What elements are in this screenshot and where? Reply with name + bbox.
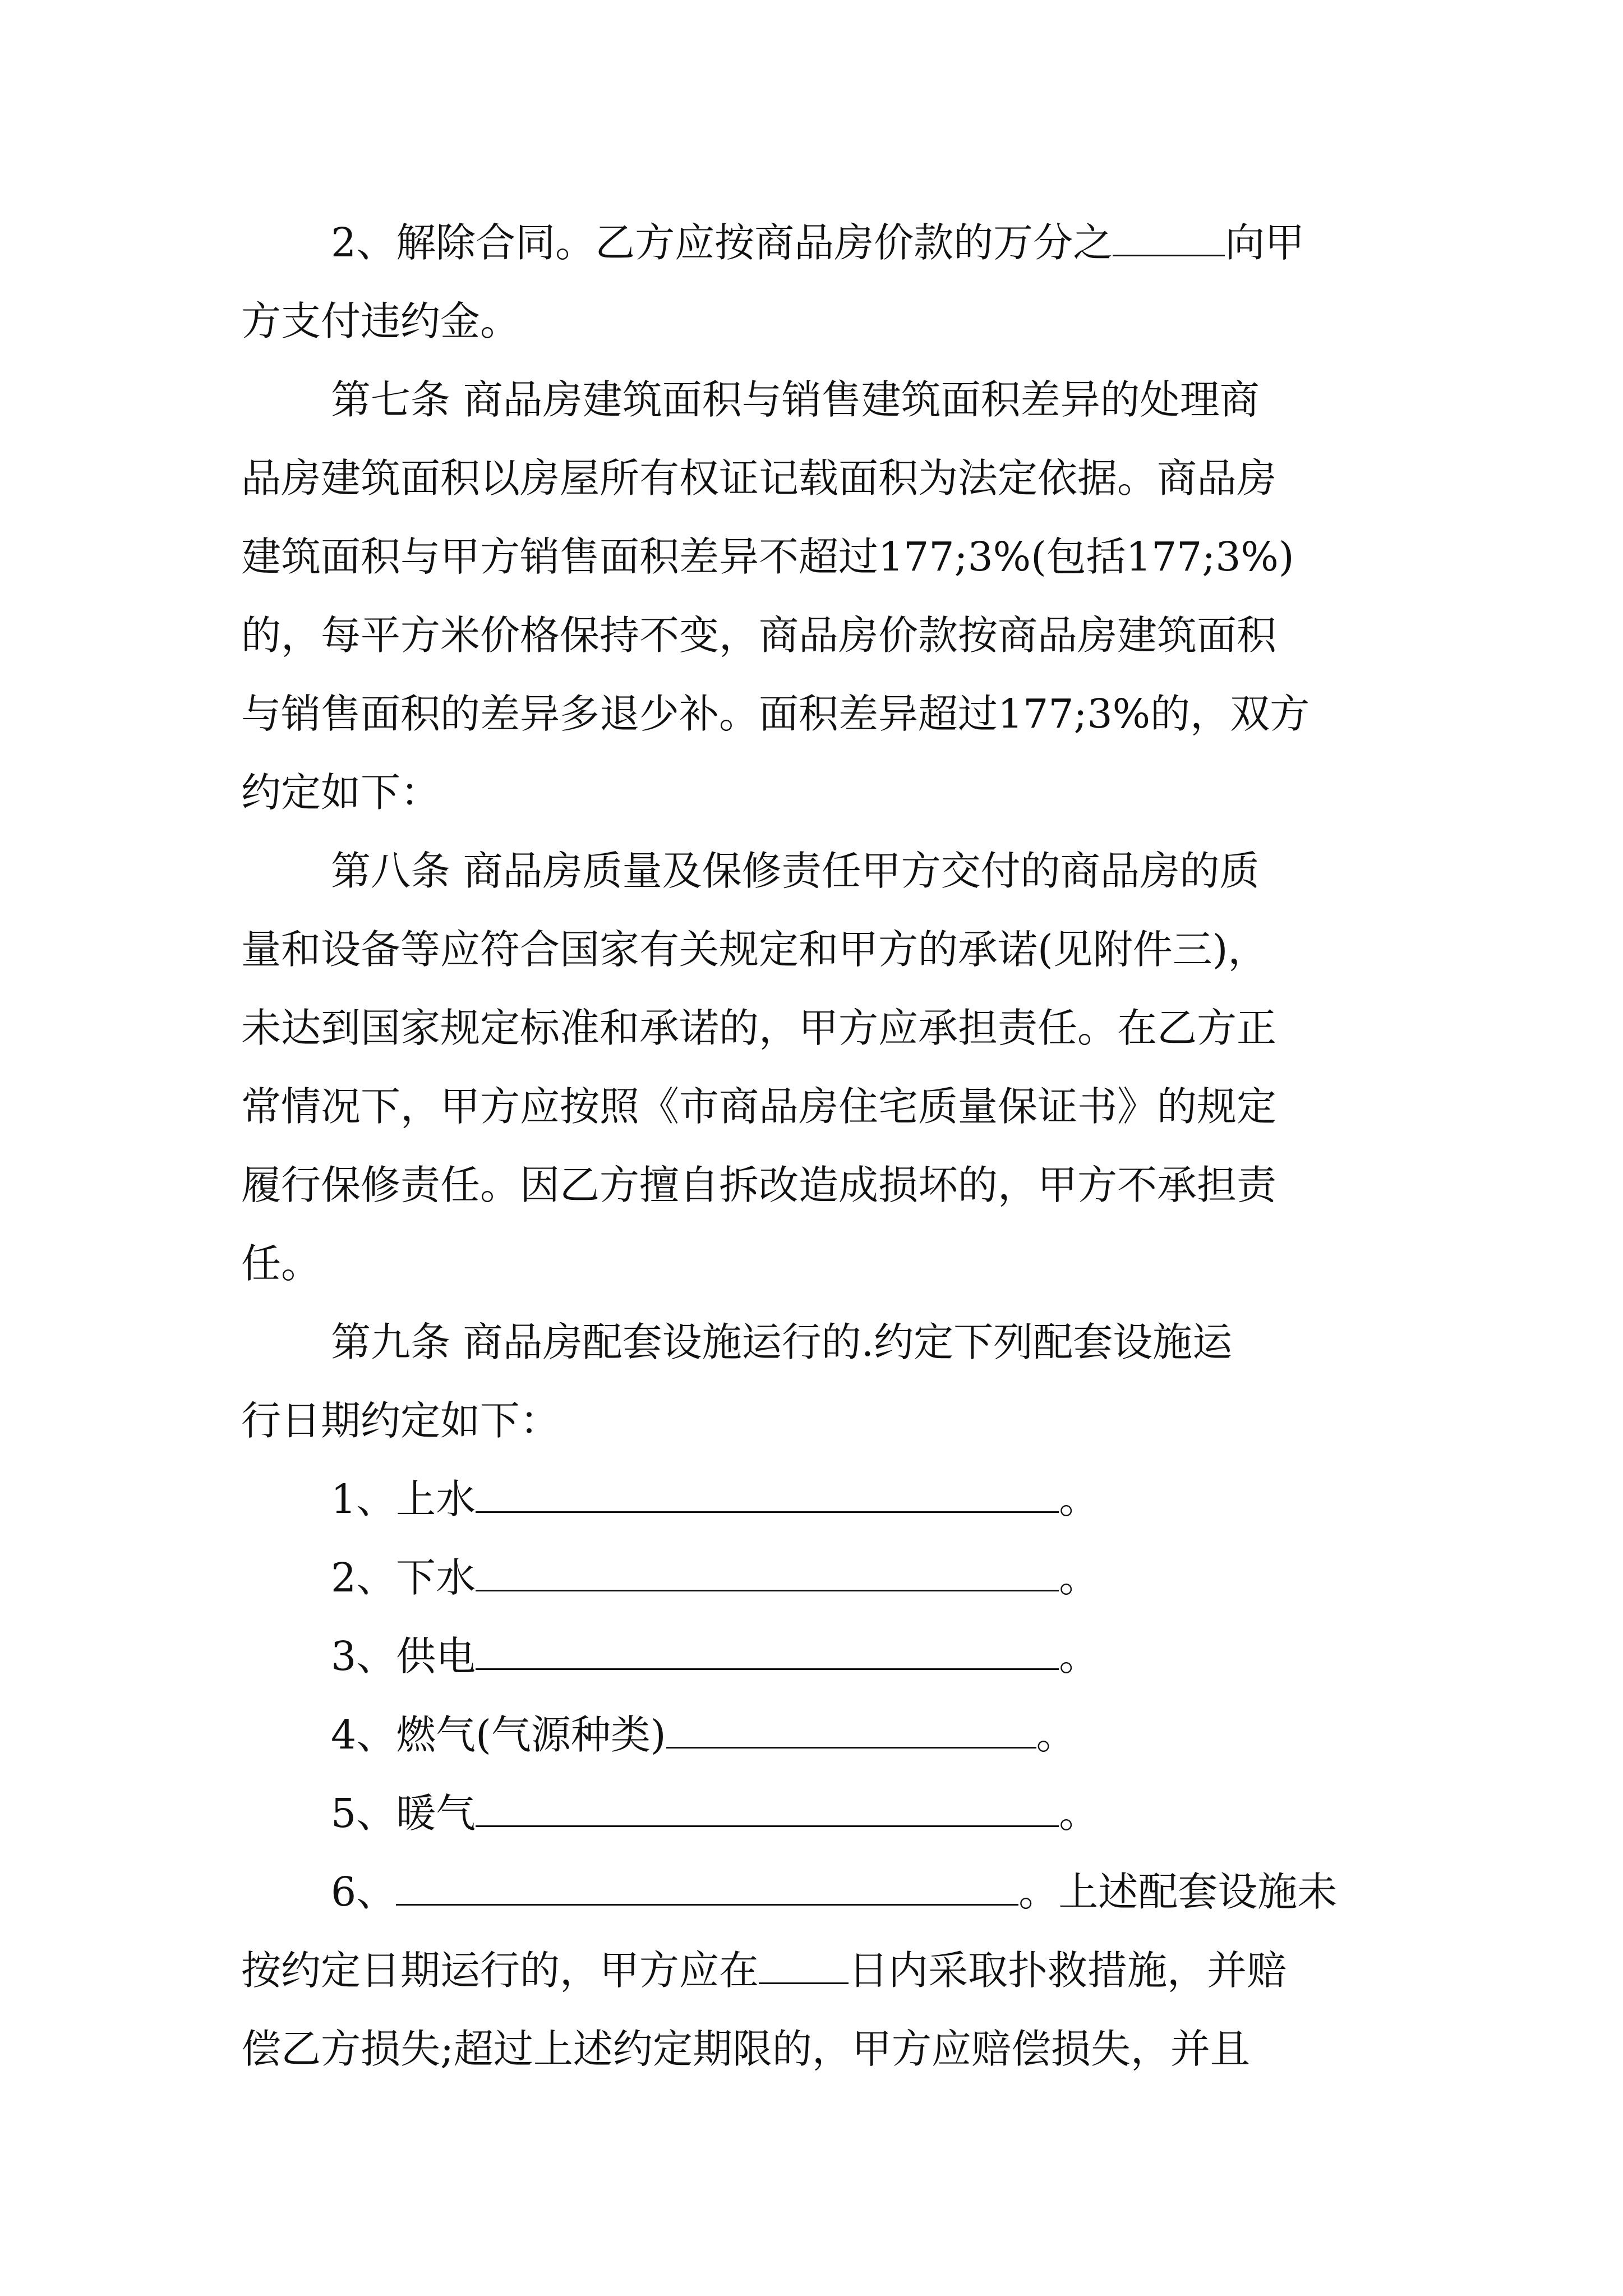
- text-segment: 履行保修责任。因乙方擅自拆改造成损坏的，甲方不承担责: [241, 1162, 1277, 1208]
- text-segment: 任。: [241, 1240, 321, 1287]
- text-segment: 未达到国家规定标准和承诺的，甲方应承担责任。在乙方正: [241, 1005, 1277, 1051]
- text-segment: 的，每平方米价格保持不变，商品房价款按商品房建筑面积: [241, 612, 1277, 659]
- text-segment: 2、下水: [331, 1554, 476, 1601]
- text-line: [0, 2007, 1623, 2091]
- text-segment: 约定如下：: [241, 769, 441, 816]
- text-line: [0, 751, 1623, 835]
- text-segment: 。: [1036, 1711, 1076, 1758]
- text-segment: 4、燃气(气源种类): [331, 1711, 666, 1758]
- text-line: [0, 1850, 1623, 1934]
- text-line: [0, 1614, 1623, 1699]
- text-segment: 建筑面积与甲方销售面积差异不超过177;3%(包括177;3%): [241, 533, 1294, 580]
- fill-in-blank: [759, 1953, 849, 1984]
- text-segment: 按约定日期运行的，甲方应在: [241, 1947, 759, 1994]
- text-line: [0, 1457, 1623, 1542]
- text-segment: 偿乙方损失;超过上述约定期限的，甲方应赔偿损失，并且: [241, 2026, 1250, 2072]
- text-segment: 第八条 商品房质量及保修责任甲方交付的商品房的质: [331, 848, 1260, 894]
- text-segment: 2、解除合同。乙方应按商品房价款的万分之: [331, 219, 1113, 266]
- text-line: [0, 1300, 1623, 1384]
- text-segment: 常情况下，甲方应按照《市商品房住宅质量保证书》的规定: [241, 1083, 1277, 1130]
- text-line: [0, 1693, 1623, 1777]
- text-line: [0, 1929, 1623, 2013]
- text-segment: 3、供电: [331, 1633, 476, 1680]
- fill-in-blank: [476, 1639, 1059, 1670]
- text-line: [0, 1065, 1623, 1149]
- text-line: [0, 436, 1623, 521]
- fill-in-blank: [476, 1560, 1059, 1591]
- text-segment: 品房建筑面积以房屋所有权证记载面积为法定依据。商品房: [241, 455, 1277, 501]
- text-segment: 。: [1059, 1633, 1099, 1680]
- text-line: [0, 1222, 1623, 1306]
- text-segment: 向甲: [1225, 219, 1305, 266]
- text-segment: 。: [1059, 1554, 1099, 1601]
- text-segment: 行日期约定如下：: [241, 1397, 560, 1444]
- text-line: [0, 1772, 1623, 1856]
- text-line: [0, 1536, 1623, 1620]
- text-segment: 日内采取扑救措施，并赔: [849, 1947, 1287, 1994]
- text-line: [0, 593, 1623, 678]
- text-line: [0, 1379, 1623, 1463]
- text-line: [0, 672, 1623, 756]
- text-line: [0, 515, 1623, 599]
- text-line: [0, 829, 1623, 913]
- text-segment: 。上述配套设施未: [1018, 1869, 1338, 1915]
- text-line: [0, 908, 1623, 992]
- fill-in-blank: [396, 1874, 1018, 1906]
- text-segment: 与销售面积的差异多退少补。面积差异超过177;3%的，双方: [241, 691, 1310, 737]
- fill-in-blank: [476, 1796, 1059, 1827]
- fill-in-blank: [1113, 225, 1225, 256]
- text-line: [0, 279, 1623, 364]
- text-line: [0, 201, 1623, 285]
- text-segment: 6、: [331, 1869, 396, 1915]
- text-segment: 第七条 商品房建筑面积与销售建筑面积差异的处理商: [331, 376, 1260, 423]
- text-segment: 。: [1059, 1476, 1099, 1522]
- text-segment: 1、上水: [331, 1476, 476, 1522]
- text-line: [0, 986, 1623, 1070]
- fill-in-blank: [666, 1717, 1036, 1749]
- text-segment: 量和设备等应符合国家有关规定和甲方的承诺(见附件三)，: [241, 926, 1268, 973]
- text-line: [0, 358, 1623, 442]
- text-segment: 。: [1059, 1790, 1099, 1837]
- text-segment: 第九条 商品房配套设施运行的.约定下列配套设施运: [331, 1319, 1233, 1365]
- text-segment: 方支付违约金。: [241, 298, 520, 344]
- text-segment: 5、暖气: [331, 1790, 476, 1837]
- fill-in-blank: [476, 1481, 1059, 1513]
- text-line: [0, 1143, 1623, 1227]
